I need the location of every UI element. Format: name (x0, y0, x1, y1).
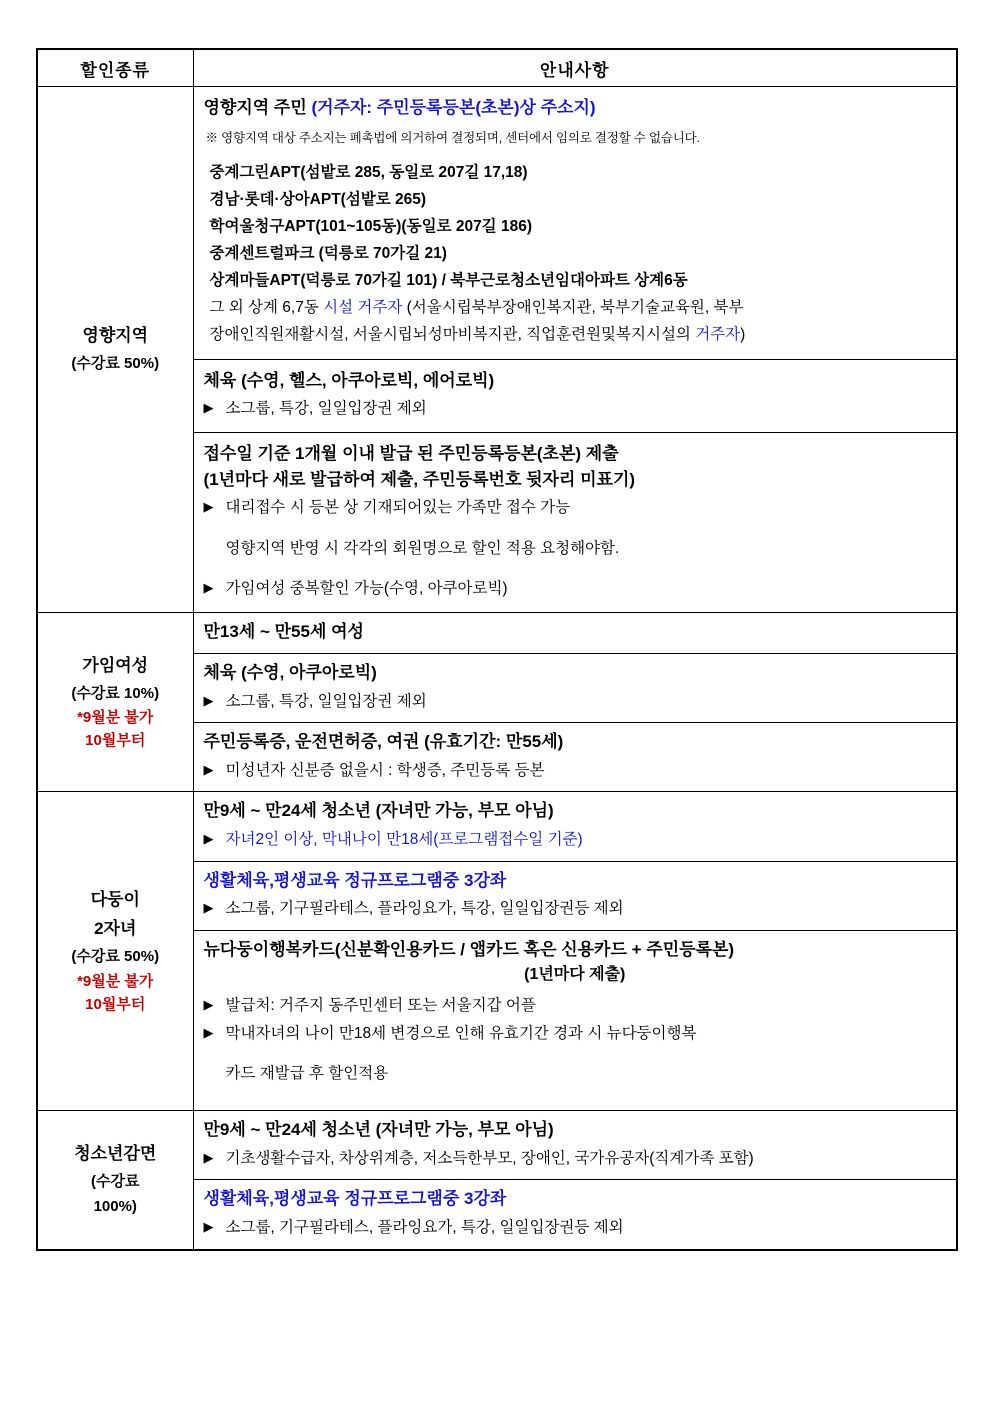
programs-title: 생활체육,평생교육 정규프로그램중 3강좌 (203, 1189, 507, 1209)
desc-cell-residents (193, 87, 957, 360)
bullet-text: 가임여성 중복할인 가능(수영, 아쿠아로빅) (225, 580, 508, 598)
desc-cell-youth-age (193, 792, 957, 861)
bullet-item (204, 897, 947, 922)
documents-subline: 영향지역 반영 시 각각의 회원명으로 할인 적용 요청해야함. (225, 539, 620, 557)
bullet-text: 대리접수 시 등본 상 기재되어있는 가족만 접수 가능 (225, 499, 571, 517)
sports-title: 체육 (수영, 아쿠아로빅) (203, 663, 377, 683)
youth-eligibility-block (194, 1111, 957, 1179)
id-docs-block (194, 723, 957, 791)
bullet-text: 소그룹, 특강, 일일입장권 제외 (225, 692, 427, 710)
triangle-bullet-icon: ▶ (203, 830, 214, 846)
desc-cell-documents (193, 432, 957, 612)
bullet-item (204, 759, 947, 784)
sports-title: 체육 (수영, 헬스, 아쿠아로빅, 에어로빅) (203, 370, 495, 390)
facility-pre: 그 외 상계 6,7동 (209, 299, 324, 317)
residents-title-blue: (거주자: 주민등록등본(초본)상 주소지) (311, 98, 596, 117)
table-row (37, 792, 957, 861)
triangle-bullet-icon: ▶ (203, 580, 214, 596)
youth-eligibility-title: 만9세 ~ 만24세 청소년 (자녀만 가능, 부모 아님) (203, 1120, 554, 1140)
triangle-bullet-icon: ▶ (203, 399, 214, 415)
bullet-item (204, 397, 947, 422)
residents-note: ※ 영향지역 대상 주소지는 폐촉법에 의거하여 결정되며, 센터에서 임의로 결정할 수 없습니다. (205, 131, 700, 146)
bullet-item (204, 1216, 947, 1241)
list-item: 경남·롯데·상아APT(섬밭로 265) (209, 190, 427, 208)
list-item: 중계그린APT(섬밭로 285, 동일로 207길 17,18) (209, 163, 528, 181)
youth-age-block (194, 792, 957, 860)
kind-subtitle: (수강료 (91, 1172, 140, 1190)
id-docs-title: 주민등록증, 운전면허증, 여권 (유효기간: 만55세) (203, 732, 564, 752)
documents-title: 접수일 기준 1개월 이내 발급 된 주민등록등본(초본) 제출 (203, 443, 619, 463)
triangle-bullet-icon: ▶ (203, 1218, 214, 1234)
bullet-text: 발급처: 거주지 동주민센터 또는 서울지갑 어플 (225, 996, 536, 1014)
residents-title (204, 95, 947, 121)
desc-cell-sports-fertile (193, 654, 957, 723)
bullet-text: 소그룹, 기구필라테스, 플라잉요가, 특강, 일일입장권등 제외 (225, 899, 624, 917)
triangle-bullet-icon: ▶ (203, 1149, 214, 1165)
documents-title-2: (1년마다 새로 발급하여 제출, 주민등록번호 뒷자리 미표기) (203, 470, 636, 490)
table-body (37, 87, 957, 1250)
kind-title: 영향지역 (82, 326, 149, 346)
kind-title: 청소년감면 (74, 1143, 157, 1163)
facility-blue-1: 시설 거주자 (323, 299, 403, 317)
apartment-list (210, 159, 947, 349)
programs-title: 생활체육,평생교육 정규프로그램중 3강좌 (203, 870, 507, 890)
age-range-block (194, 613, 957, 653)
facility-blue-2: 거주자 (695, 326, 741, 344)
documents-block (194, 433, 957, 612)
facility-residents-line-2 (210, 321, 947, 348)
residents-title-text: 영향지역 주민 (203, 98, 312, 117)
desc-cell-programs-youth (193, 1180, 957, 1250)
table-row (37, 1111, 957, 1180)
desc-cell-youth-eligibility (193, 1111, 957, 1180)
desc-cell-age-range (193, 612, 957, 653)
bullet-text: 기초생활수급자, 차상위계층, 저소득한부모, 장애인, 국가유공자(직계가족 포함) (225, 1149, 754, 1167)
list-item: 학여울청구APT(101~105동)(동일로 207길 186) (209, 217, 532, 235)
kind-cell-influence-area (37, 87, 193, 613)
bullet-text: 막내자녀의 나이 만18세 변경으로 인해 유효기간 경과 시 뉴다둥이행복 (225, 1024, 697, 1042)
programs-multichild-block (194, 862, 957, 930)
bullet-item (204, 690, 947, 715)
kind-cell-multichild (37, 792, 193, 1111)
list-item: 상계마들APT(덕릉로 70가길 101) / 북부근로청소년임대아파트 상계6동 (209, 272, 688, 290)
table-row (37, 87, 957, 360)
kind-subtitle-2: 100%) (93, 1198, 137, 1216)
bullet-item (204, 994, 947, 1019)
facility-residents-line (210, 294, 947, 321)
youth-age-title: 만9세 ~ 만24세 청소년 (자녀만 가능, 부모 아님) (203, 801, 554, 821)
triangle-bullet-icon: ▶ (203, 1024, 214, 1040)
age-range-title: 만13세 ~ 만55세 여성 (203, 621, 364, 641)
kind-subtitle: (수강료 50%) (71, 355, 160, 373)
bullet-item (204, 1147, 947, 1172)
facility-end: ) (740, 326, 746, 344)
desc-cell-happycard (193, 930, 957, 1111)
bullet-item (204, 828, 947, 853)
kind-cell-youth-reduction (37, 1111, 193, 1250)
bullet-text: 소그룹, 기구필라테스, 플라잉요가, 특강, 일일입장권등 제외 (225, 1218, 624, 1236)
table-row (37, 612, 957, 653)
triangle-bullet-icon: ▶ (203, 761, 214, 777)
bullet-text: 소그룹, 특강, 일일입장권 제외 (225, 399, 427, 417)
kind-warning-1: *9월분 불가 (77, 709, 154, 727)
bullet-item (204, 1022, 947, 1047)
facility-line2: 장애인직원재활시설, 서울시립뇌성마비복지관, 직업훈련원및복지시설의 (209, 326, 696, 344)
bullet-text: 자녀2인 이상, 막내나이 만18세(프로그램접수일 기준) (225, 830, 583, 848)
header-desc: 안내사항 (193, 49, 957, 87)
sports-fertile-block (194, 654, 957, 722)
kind-title: 다둥이 (90, 890, 140, 910)
triangle-bullet-icon: ▶ (203, 499, 214, 515)
bullet-text: 미성년자 신분증 없을시 : 학생증, 주민등록 등본 (225, 761, 545, 779)
bullet-item (204, 577, 947, 602)
kind-warning-2: 10월부터 (85, 995, 146, 1013)
kind-title: 가임여성 (82, 655, 149, 675)
happycard-title: 뉴다둥이행복카드(신분확인용카드 / 앱카드 혹은 신용카드 + 주민등록본) (203, 939, 735, 959)
kind-cell-fertile-women (37, 612, 193, 792)
residents-block (194, 87, 957, 359)
discount-table (36, 48, 958, 1251)
desc-cell-sports (193, 359, 957, 432)
triangle-bullet-icon: ▶ (203, 692, 214, 708)
triangle-bullet-icon: ▶ (203, 899, 214, 915)
kind-title-2: 2자녀 (94, 919, 137, 939)
facility-mid: (서울시립북부장애인복지관, 북부기술교육원, 북부 (402, 299, 744, 317)
desc-cell-programs-multichild (193, 861, 957, 930)
happycard-subline: 카드 재발급 후 할인적용 (225, 1064, 389, 1082)
bullet-item (204, 496, 947, 521)
programs-youth-block (194, 1180, 957, 1248)
happycard-submit-note: (1년마다 제출) (524, 966, 626, 984)
kind-warning-1: *9월분 불가 (77, 972, 154, 990)
desc-cell-id-docs (193, 723, 957, 792)
kind-subtitle: (수강료 10%) (71, 684, 160, 702)
table-header (37, 49, 957, 87)
kind-subtitle: (수강료 50%) (71, 948, 160, 966)
table-header-row (37, 49, 957, 87)
triangle-bullet-icon: ▶ (203, 996, 214, 1012)
header-kind: 할인종류 (37, 49, 193, 87)
happycard-block (194, 931, 957, 1111)
sports-block (194, 360, 957, 432)
kind-warning-2: 10월부터 (85, 732, 146, 750)
list-item: 중계센트럴파크 (덕릉로 70가길 21) (209, 245, 447, 263)
